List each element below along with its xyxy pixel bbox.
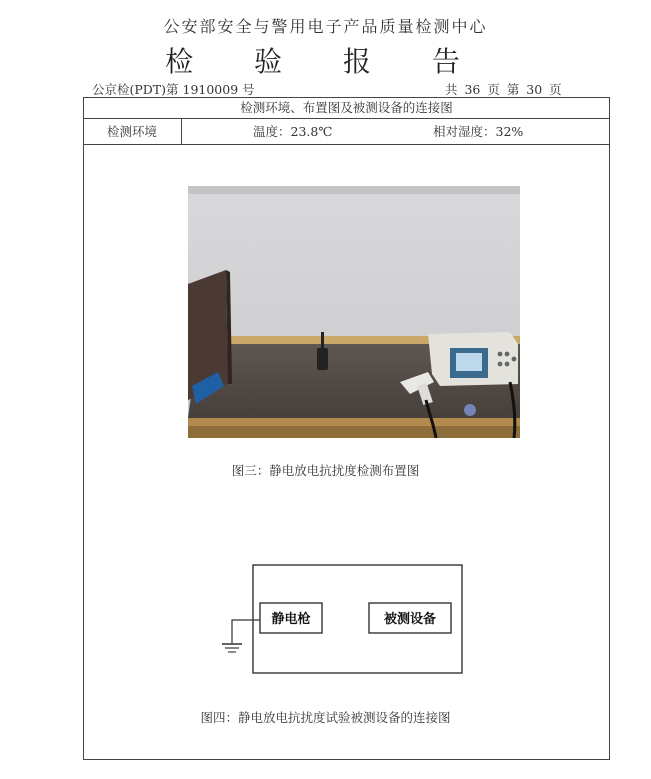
report-title: 检 验 报 告 — [165, 45, 486, 78]
eut-box-label: 被测设备 — [383, 612, 437, 627]
temperature-value: 温度：23.8℃ — [253, 124, 333, 139]
page-info: 共 36 页 第 30 页 — [445, 82, 562, 97]
figure4-caption: 图四：静电放电抗扰度试验被测设备的连接图 — [200, 710, 451, 725]
organization-name: 公安部安全与警用电子产品质量检测中心 — [163, 17, 488, 36]
environment-row — [83, 119, 610, 145]
section-title: 检测环境、布置图及被测设备的连接图 — [83, 97, 610, 119]
connection-diagram — [214, 564, 474, 676]
report-number: 公京检(PDT)第 1910009 号 — [92, 82, 255, 97]
esd-gun-box-label: 静电枪 — [271, 612, 311, 627]
figure3-caption: 图三：静电放电抗扰度检测布置图 — [231, 463, 420, 478]
humidity-value: 相对湿度：32% — [433, 124, 524, 139]
environment-label: 检测环境 — [83, 119, 182, 144]
esd-setup-photo — [188, 186, 520, 438]
